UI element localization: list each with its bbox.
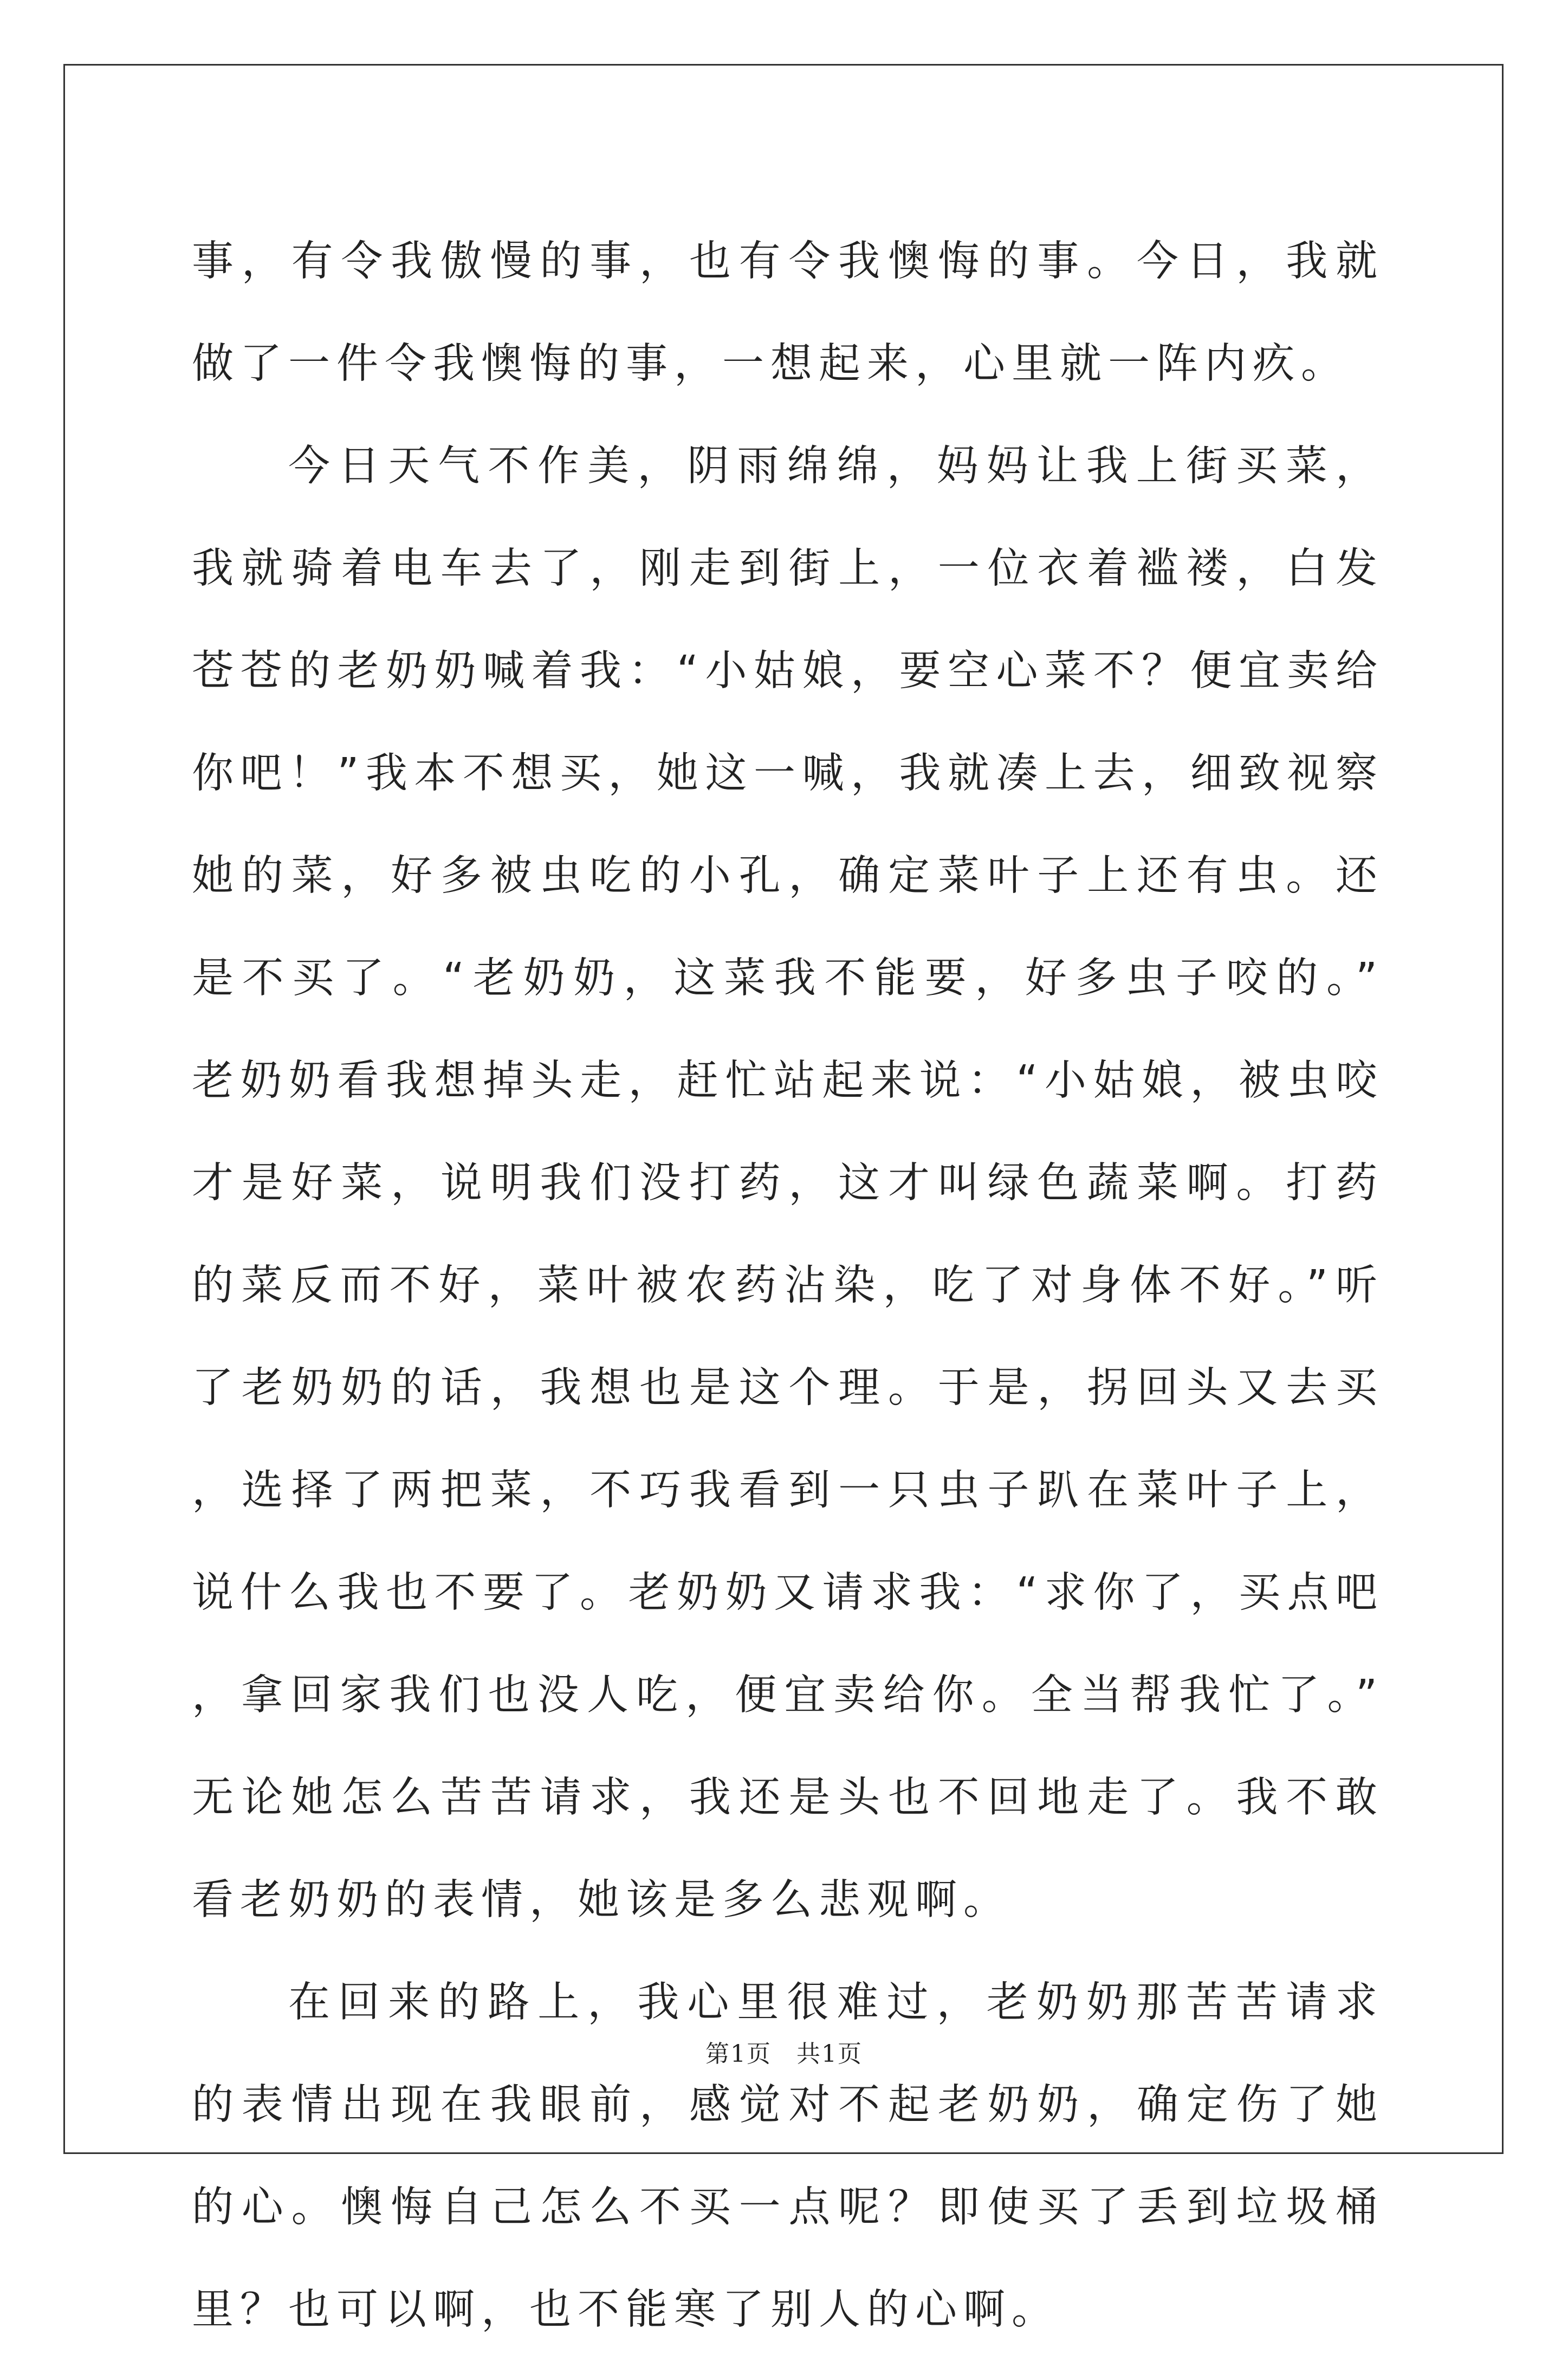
paragraph-2: 今日天气不作美，阴雨绵绵，妈妈让我上街买菜，我就骑着电车去了，刚走到街上，一位衣着褴褛，白发苍苍的老奶奶喊着我：“小姑娘，要空心菜不？便宜卖给你吧！”我本不想买，她这一喊，我就凑上去，细致视察她的菜，好多被虫吃的小孔，确定菜叶子上还有虫。还是不买了。“老奶奶，这菜我不能要，好多虫子咬的。”老奶奶看我想掉头走，赶忙站起来说：“小姑娘，被虫咬才是好菜，说明我们没打药，这才叫绿色蔬菜啊。打药的菜反而不好，菜叶被农药沾染，吃了对身体不好。”听了老奶奶的话，我想也是这个理。于是，拐回头又去买，选择了两把菜，不巧我看到一只虫子趴在菜叶子上，说什么我也不要了。老奶奶又请求我：“求你了，买点吧，拿回家我们也没人吃，便宜卖给你。全当帮我忙了。”无论她怎么苦苦请求，我还是头也不回地走了。我不敢看老奶奶的表情，她该是多么悲观啊。 [192,442,1384,1924]
paragraph-3: 在回来的路上，我心里很难过，老奶奶那苦苦请求的表情出现在我眼前，感觉对不起老奶奶，确定伤了她的心。懊悔自己怎么不买一点呢？即使买了丢到垃圾桶里？也可以啊，也不能寒了别人的心啊。 [192,1978,1384,2334]
page-footer [0,2034,1568,2069]
page-number-current: 第1页 [705,2040,772,2068]
page-number-total: 共1页 [796,2040,863,2068]
paragraph-1: 事，有令我傲慢的事，也有令我懊悔的事。今日，我就做了一件令我懊悔的事，一想起来，心里就一阵内疚。 [192,237,1384,388]
